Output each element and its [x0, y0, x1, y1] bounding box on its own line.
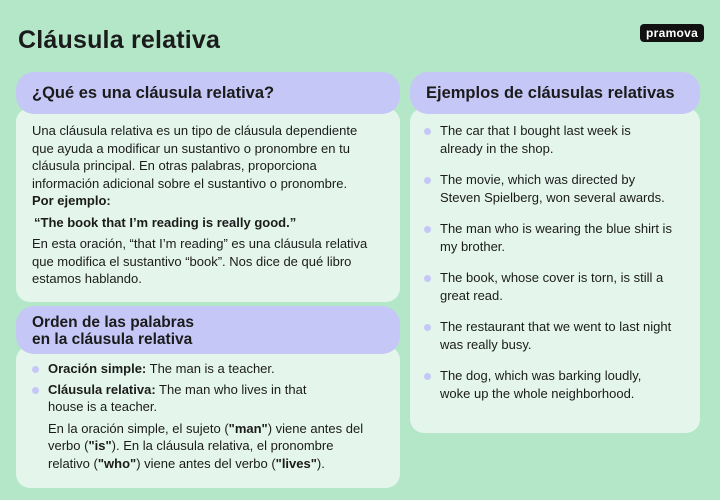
example-item — [424, 220, 674, 255]
example-item — [424, 318, 674, 353]
order-item-relative-label: Cláusula relativa: — [48, 381, 156, 397]
what-heading-text: ¿Qué es una cláusula relativa? — [32, 84, 275, 102]
bullet-icon — [424, 275, 431, 282]
intro-text: Una cláusula relativa es un tipo de cláusula dependiente que ayuda a modificar un sustantivo o pronombre en tu cláusula principal. En otras palabras, proporciona información adicional sobre el sustantivo o pronombre. — [32, 123, 358, 191]
order-explain-part: ) viene antes del verbo ( — [136, 455, 276, 471]
order-explain-is: "is" — [88, 438, 112, 453]
example-item-text: The restaurant that we went to last night was really busy. — [440, 319, 672, 352]
bullet-icon — [424, 177, 431, 184]
bullet-icon — [424, 324, 431, 331]
order-item-simple-label: Oración simple: — [48, 361, 147, 376]
example-item-text: The book, whose cover is torn, is still a great read. — [440, 270, 664, 303]
what-heading — [16, 72, 400, 114]
order-heading — [16, 306, 400, 354]
example-label: Por ejemplo: — [32, 193, 111, 208]
explanation-text: En esta oración, “that I’m reading” es una cláusula relativa que modifica el sustantivo “book”. Nos dice de qué libro estamos hablando. — [32, 236, 368, 286]
example-item — [424, 367, 674, 402]
order-item-relative-text: The man who lives in that house is a teacher. — [48, 381, 307, 414]
examples-heading — [410, 72, 700, 114]
bullet-icon — [32, 366, 39, 373]
order-heading-line1: Orden de las palabras — [32, 314, 194, 331]
order-item-simple-text: The man is a teacher. — [146, 361, 275, 376]
order-item-simple — [32, 360, 372, 378]
examples-card — [410, 108, 700, 433]
order-explain-part: En la oración simple, el sujeto ( — [48, 420, 229, 436]
examples-heading-text: Ejemplos de cláusulas relativas — [426, 84, 675, 102]
order-card — [16, 346, 400, 488]
order-explain-man: "man" — [228, 420, 268, 436]
example-sentence: “The book that I’m reading is really good.” — [34, 214, 297, 230]
example-item-text: The dog, which was barking loudly, woke up the whole neighborhood. — [440, 368, 642, 401]
example-item-text: The man who is wearing the blue shirt is my brother. — [440, 221, 672, 254]
order-heading-line2: en la cláusula relativa — [32, 331, 193, 348]
order-explain-part: ) viene antes del verbo ( — [48, 420, 364, 453]
order-explain-part: ). — [316, 455, 325, 471]
order-explain-who: "who" — [97, 455, 137, 471]
example-item — [424, 171, 674, 206]
brand-logo: pramova — [640, 24, 704, 42]
page-title: Cláusula relativa — [18, 26, 221, 54]
example-item — [424, 122, 674, 157]
order-explain-lives: "lives" — [275, 455, 317, 471]
example-item — [424, 269, 674, 304]
bullet-icon — [32, 387, 39, 394]
example-item-text: The movie, which was directed by Steven Spielberg, won several awards. — [440, 172, 665, 205]
bullet-icon — [424, 226, 431, 233]
example-item-text: The car that I bought last week is already in the shop. — [440, 123, 631, 156]
order-explanation — [32, 420, 372, 473]
order-explain-part: ). En la cláusula relativa, el pronombre relativo ( — [48, 438, 334, 471]
order-item-relative — [32, 381, 318, 416]
examples-list — [424, 122, 674, 416]
what-card — [16, 108, 400, 302]
bullet-icon — [424, 373, 431, 380]
bullet-icon — [424, 128, 431, 135]
